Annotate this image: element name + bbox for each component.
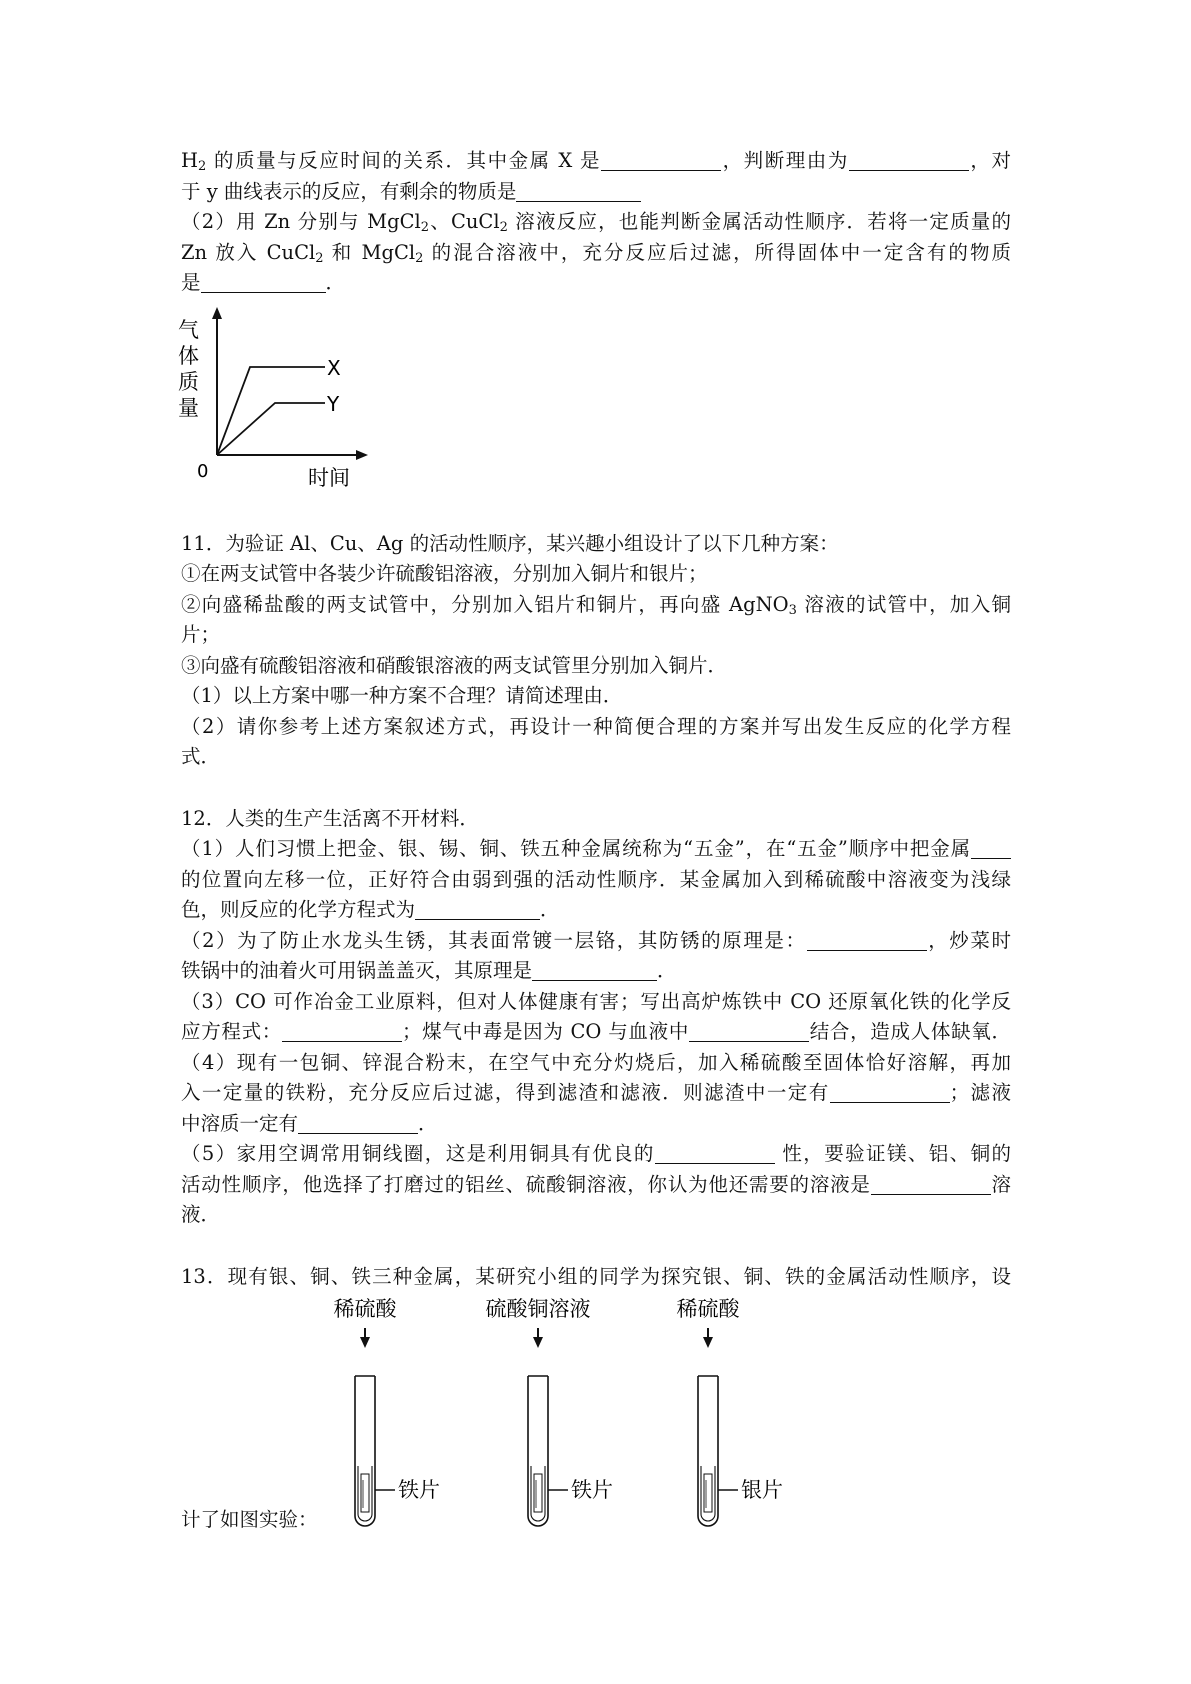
tube-2-metal-label: 铁片 [571, 1478, 613, 1502]
tube-1-reagent-label: 稀硫酸 [333, 1297, 397, 1321]
q11-line-7: （2）请你参考上述方案叙述方式，再设计一种简便合理的方案并写出发生反应的化学方程 [181, 715, 1011, 738]
answer-blank[interactable] [282, 1019, 402, 1042]
q10-line-4: Zn 放入 CuCl$_2$ 和 MgCl$_2$ 的混合溶液中，充分反应后过滤，所得固体中一定含有的物质 [181, 241, 1011, 266]
q11-line-1: 11．为验证 Al、Cu、Ag 的活动性顺序，某兴趣小组设计了以下几种方案： [181, 532, 839, 555]
q12-line-4: 色，则反应的化学方程式为 ． [181, 898, 560, 921]
answer-blank[interactable] [601, 148, 721, 171]
answer-blank[interactable] [871, 1172, 991, 1195]
q12-line-5: （2）为了防止水龙头生锈，其表面常镀一层铬，其防锈的原理是： ，炒菜时 [181, 929, 1011, 952]
y-axis-label-char: 量 [178, 396, 199, 420]
tube-1-metal-label: 铁片 [398, 1478, 440, 1502]
curve-y-label: Y [327, 392, 340, 416]
q12-line-10: 入一定量的铁粉，充分反应后过滤，得到滤渣和滤液．则滤渣中一定有 ；滤液 [181, 1081, 1011, 1104]
q13-line-2: 计了如图实验： [181, 1508, 318, 1531]
curve-x-label: X [327, 356, 341, 380]
q11-line-4: 片； [181, 623, 221, 646]
test-tube-figure [320, 1292, 820, 1527]
q13-line-1: 13．现有银、铜、铁三种金属，某研究小组的同学为探究银、铜、铁的金属活动性顺序，设 [181, 1265, 1011, 1288]
test-tube-2 [528, 1328, 568, 1526]
q10-line-3: （2）用 Zn 分别与 MgCl$_2$、CuCl$_2$ 溶液反应，也能判断金属活动性顺序．若将一定质量的 [181, 210, 1011, 235]
test-tube-1 [355, 1328, 395, 1526]
q12-line-3: 的位置向左移一位，正好符合由弱到强的活动性顺序．某金属加入到稀硫酸中溶液变为浅绿 [181, 868, 1011, 891]
answer-blank[interactable] [655, 1141, 775, 1164]
q12-line-2: （1）人们习惯上把金、银、锡、铜、铁五种金属统称为“五金”，在“五金”顺序中把金属 [181, 834, 1011, 864]
q12-line-11: 中溶质一定有 ． [181, 1112, 438, 1135]
answer-blank[interactable] [298, 1111, 418, 1134]
q11-line-2: ①在两支试管中各装少许硫酸铝溶液，分别加入铜片和银片； [181, 562, 708, 585]
answer-blank[interactable] [415, 897, 540, 920]
answer-blank[interactable] [807, 928, 927, 951]
q11-line-3: ②向盛稀盐酸的两支试管中，分别加入铝片和铜片，再向盛 AgNO$_3$ 溶液的试管中，加入铜 [181, 593, 1011, 618]
q12-line-6: 铁锅中的油着火可用锅盖盖灭，其原理是 ． [181, 959, 677, 982]
tube-3-metal-label: 银片 [741, 1478, 783, 1502]
tube-2-reagent-label: 硫酸铜溶液 [485, 1297, 591, 1321]
q12-line-12: （5）家用空调常用铜线圈，这是利用铜具有优良的 性，要验证镁、铝、铜的 [181, 1142, 1011, 1165]
test-tube-3 [698, 1328, 738, 1526]
q12-line-14: 液． [181, 1203, 221, 1226]
q11-line-5: ③向盛有硫酸铝溶液和硝酸银溶液的两支试管里分别加入铜片． [181, 654, 728, 677]
answer-blank[interactable] [971, 836, 1011, 859]
answer-blank[interactable] [201, 270, 326, 293]
q12-line-13: 活动性顺序，他选择了打磨过的铝丝、硫酸铜溶液，你认为他还需要的溶液是 溶 [181, 1173, 1011, 1196]
answer-blank[interactable] [532, 958, 657, 981]
x-axis-label: 时间 [308, 466, 350, 490]
curve-x [217, 367, 325, 455]
y-axis-label-char: 体 [178, 344, 199, 368]
answer-blank[interactable] [849, 148, 969, 171]
q12-line-1: 12．人类的生产生活离不开材料． [181, 807, 479, 830]
q11-line-8: 式． [181, 745, 221, 768]
answer-blank[interactable] [516, 179, 641, 202]
y-axis-label-char: 气 [178, 318, 199, 342]
q12-line-8: 应方程式： ；煤气中毒是因为 CO 与血液中 结合，造成人体缺氧． [181, 1020, 1011, 1043]
q10-line-1: $H_2$ 的质量与反应时间的关系．其中金属 X 是 ，判断理由为 ，对 [181, 149, 1011, 174]
y-axis-arrow-icon [212, 307, 222, 319]
y-axis-label-char: 质 [178, 370, 199, 394]
origin-label: 0 [197, 461, 209, 482]
answer-blank[interactable] [689, 1019, 809, 1042]
q10-line-2: 于 y 曲线表示的反应，有剩余的物质是 [181, 177, 1011, 207]
q12-line-7: （3）CO 可作冶金工业原料，但对人体健康有害；写出高炉炼铁中 CO 还原氧化铁的化学反 [181, 990, 1011, 1013]
q10-line-5: 是 ． [181, 271, 346, 294]
q11-line-6: （1）以上方案中哪一种方案不合理？请简述理由． [181, 684, 623, 707]
q12-line-9: （4）现有一包铜、锌混合粉末，在空气中充分灼烧后，加入稀硫酸至固体恰好溶解，再加 [181, 1051, 1011, 1074]
answer-blank[interactable] [830, 1080, 950, 1103]
x-axis-arrow-icon [356, 450, 368, 460]
gas-mass-graph [175, 305, 375, 490]
tube-3-reagent-label: 稀硫酸 [676, 1297, 740, 1321]
